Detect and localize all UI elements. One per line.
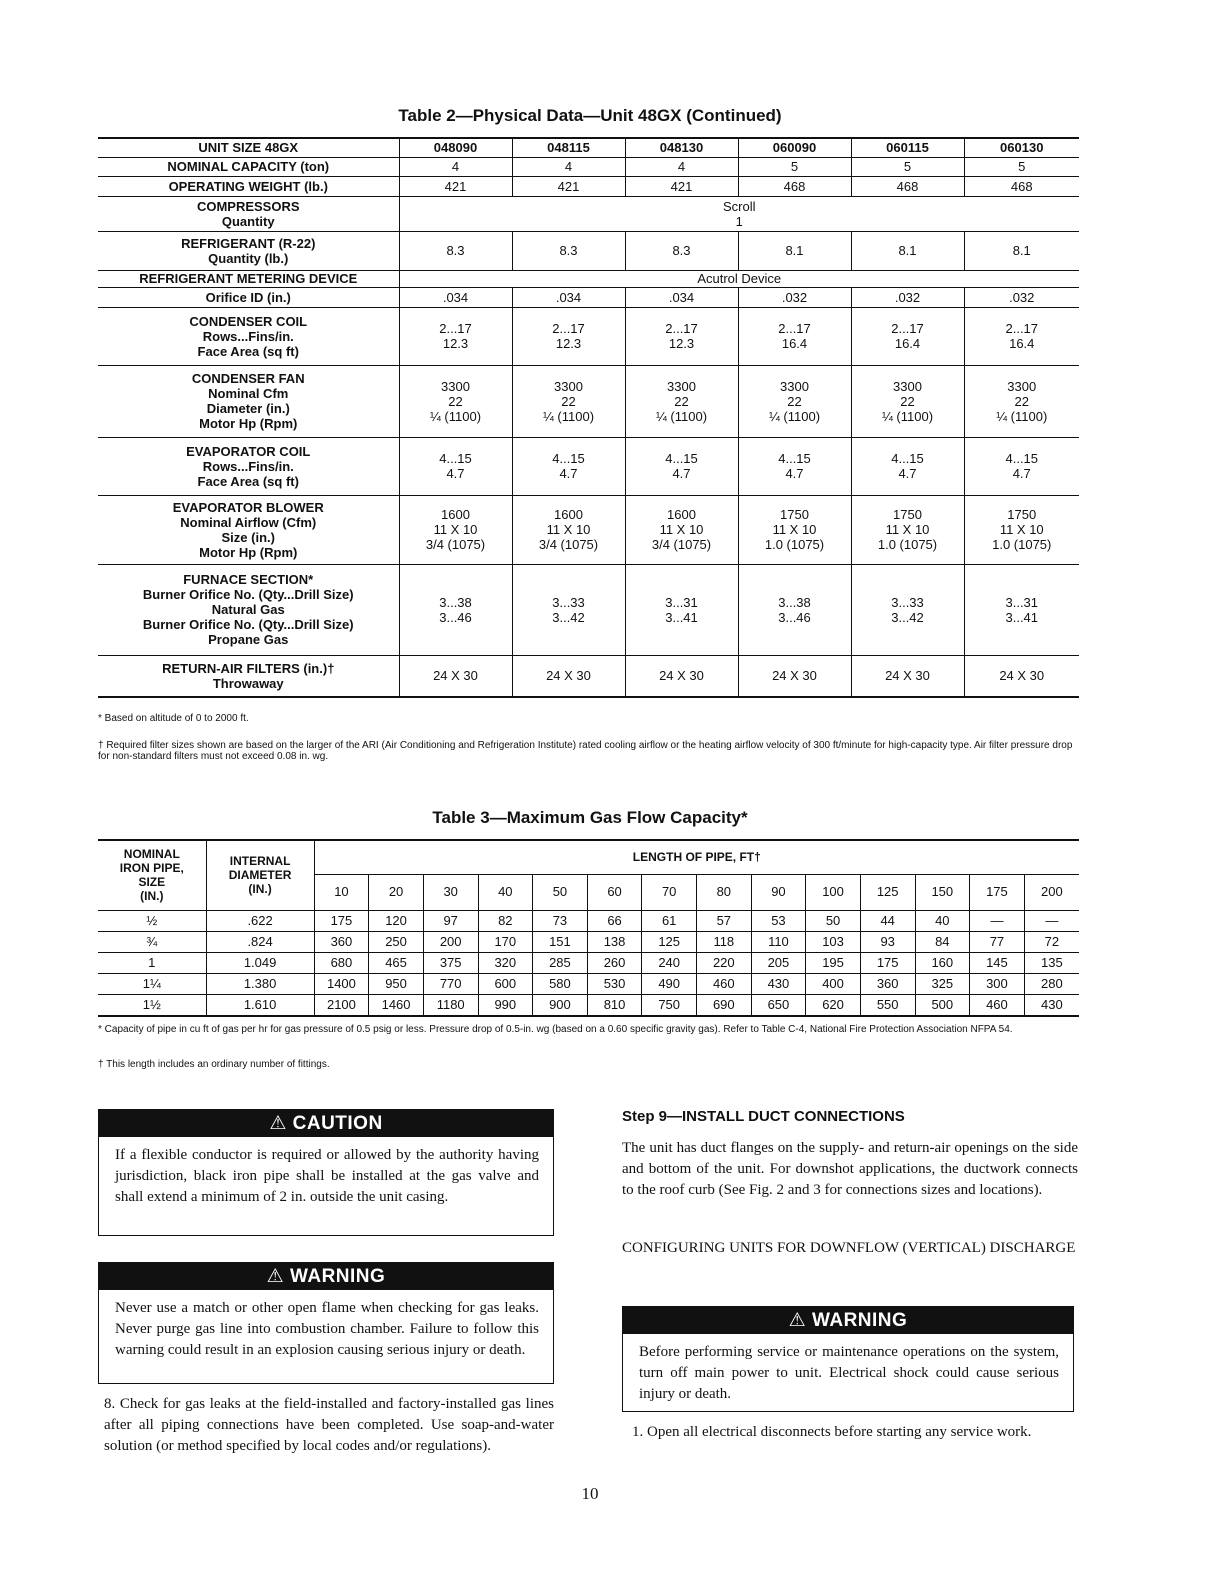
table2-cell: .034 <box>512 287 625 307</box>
table2-row <box>98 196 1079 231</box>
table3-cell: 430 <box>751 973 806 994</box>
table3-length-cell: 60 <box>587 874 642 910</box>
table3-cell: 205 <box>751 952 806 973</box>
table3-diameter-cell: .824 <box>206 931 314 952</box>
table3-cell: 66 <box>587 910 642 931</box>
table3-cell: 82 <box>478 910 533 931</box>
table2-cell: 8.1 <box>964 231 1079 270</box>
table3-cell: 280 <box>1024 973 1079 994</box>
table2-cell: 24 X 30 <box>851 655 964 697</box>
table3-cell: 175 <box>860 952 915 973</box>
table3-cell: 690 <box>697 994 752 1016</box>
table3-size-cell: ¾ <box>98 931 206 952</box>
table2-column-header: 048130 <box>625 138 738 157</box>
table3-cell: 72 <box>1024 931 1079 952</box>
table3-cell: 320 <box>478 952 533 973</box>
table2-cell: 4 <box>512 157 625 176</box>
table3-cell: 375 <box>423 952 478 973</box>
table2-footnote-altitude: * Based on altitude of 0 to 2000 ft. <box>98 713 249 724</box>
table2-cell: 468 <box>738 176 851 196</box>
table3-size-cell: 1 <box>98 952 206 973</box>
table2-row-label: CONDENSER COIL Rows...Fins/in. Face Area (sq ft) <box>98 307 399 365</box>
table2-cell: 5 <box>964 157 1079 176</box>
table2-cell: 8.3 <box>512 231 625 270</box>
table2-column-header: 048090 <box>399 138 512 157</box>
table2-cell: 24 X 30 <box>964 655 1079 697</box>
table3-cell: 770 <box>423 973 478 994</box>
step9-heading: Step 9—INSTALL DUCT CONNECTIONS <box>622 1108 905 1125</box>
table3-cell: 360 <box>314 931 369 952</box>
table3-length-cell: 100 <box>806 874 861 910</box>
table2-footnote-filters: † Required filter sizes shown are based on the larger of the ARI (Air Conditioning and Refrigeration Institute) rated cooling airflow or the heating airflow velocity of 300 ft/minute for high-capacity type. Air filter pressure drop for non-standard filters must not exceed 0.08 in. wg. <box>98 740 1073 762</box>
warning-box-electrical <box>622 1306 1074 1412</box>
table3-cell: 460 <box>697 973 752 994</box>
table2-column-header: 060130 <box>964 138 1079 157</box>
table2-cell: 3...31 3...41 <box>964 564 1079 655</box>
table2-cell: 3300 22 ¼ (1100) <box>964 365 1079 437</box>
table3-cell: 93 <box>860 931 915 952</box>
table3-cell: 125 <box>642 931 697 952</box>
table2-cell: 4...15 4.7 <box>964 437 1079 495</box>
table2-cell: 3300 22 ¼ (1100) <box>738 365 851 437</box>
table2-cell: 2...17 16.4 <box>964 307 1079 365</box>
table3-cell: 103 <box>806 931 861 952</box>
table2-cell: 5 <box>738 157 851 176</box>
table2-cell: 1750 11 X 10 1.0 (1075) <box>964 495 1079 564</box>
step-1-paragraph: 1. Open all electrical disconnects before starting any service work. <box>632 1424 1032 1440</box>
table2-cell: .032 <box>738 287 851 307</box>
table3-length-cell: 150 <box>915 874 970 910</box>
table3-length-cell: 10 <box>314 874 369 910</box>
table2-column-header: 048115 <box>512 138 625 157</box>
warning-box-gas-leak <box>98 1262 554 1384</box>
table2-row-label: EVAPORATOR COIL Rows...Fins/in. Face Area (sq ft) <box>98 437 399 495</box>
table2-row <box>98 365 1079 437</box>
table3-cell: 490 <box>642 973 697 994</box>
table3-cell: — <box>1024 910 1079 931</box>
table3-cell: 175 <box>314 910 369 931</box>
table3-cell: 900 <box>533 994 588 1016</box>
table2-row-label: UNIT SIZE 48GX <box>98 138 399 157</box>
table3-footnote-length: † This length includes an ordinary number of fittings. <box>98 1059 330 1070</box>
table3-title: Table 3—Maximum Gas Flow Capacity* <box>432 808 748 827</box>
table2-row-label: REFRIGERANT (R-22) Quantity (lb.) <box>98 231 399 270</box>
table2-cell: 8.3 <box>399 231 512 270</box>
table2-cell: .034 <box>625 287 738 307</box>
table3-cell: 110 <box>751 931 806 952</box>
table2-cell: 3300 22 ¼ (1100) <box>399 365 512 437</box>
table3-cell: 400 <box>806 973 861 994</box>
table3-header-row <box>98 840 1079 874</box>
table3-cell: 530 <box>587 973 642 994</box>
table3-length-cell: 80 <box>697 874 752 910</box>
caution-box <box>98 1109 554 1236</box>
table2-cell: 8.3 <box>625 231 738 270</box>
table2-row-label: EVAPORATOR BLOWER Nominal Airflow (Cfm) Size (in.) Motor Hp (Rpm) <box>98 495 399 564</box>
table3-cell: 170 <box>478 931 533 952</box>
table3-cell: 465 <box>369 952 424 973</box>
table2-cell: 4...15 4.7 <box>399 437 512 495</box>
table3-length-cell: 20 <box>369 874 424 910</box>
table3-diameter-cell: 1.380 <box>206 973 314 994</box>
table3-cell: 135 <box>1024 952 1079 973</box>
table3-header-pipe-size: NOMINAL IRON PIPE, SIZE (IN.) <box>98 840 206 910</box>
table2-row <box>98 270 1079 287</box>
table2-cell: 3...33 3...42 <box>851 564 964 655</box>
table3-length-cell: 90 <box>751 874 806 910</box>
table2-cell: 4...15 4.7 <box>625 437 738 495</box>
table3-length-cell: 50 <box>533 874 588 910</box>
table3-cell: 77 <box>970 931 1025 952</box>
table2-row-label: CONDENSER FAN Nominal Cfm Diameter (in.) Motor Hp (Rpm) <box>98 365 399 437</box>
table3-cell: 195 <box>806 952 861 973</box>
table2-cell: 3...31 3...41 <box>625 564 738 655</box>
table2-cell: 2...17 12.3 <box>625 307 738 365</box>
table3-footnote-capacity: * Capacity of pipe in cu ft of gas per hr for gas pressure of 0.5 psig or less. Pressure drop of 0.5-in. wg (based on a 0.60 specific gravity gas). Refer to Table C-4, National Fire Protection Association NFPA 54. <box>98 1024 1013 1035</box>
table2-span-cell: Scroll 1 <box>399 196 1079 231</box>
table3-cell: 240 <box>642 952 697 973</box>
table2-cell: 421 <box>625 176 738 196</box>
table3-cell: 61 <box>642 910 697 931</box>
table3-cell: 325 <box>915 973 970 994</box>
table2-cell: 4...15 4.7 <box>512 437 625 495</box>
table3-cell: 44 <box>860 910 915 931</box>
table3-length-cell: 30 <box>423 874 478 910</box>
table2-cell: 3300 22 ¼ (1100) <box>512 365 625 437</box>
table3-cell: 200 <box>423 931 478 952</box>
table3-cell: 260 <box>587 952 642 973</box>
table2-row-label: NOMINAL CAPACITY (ton) <box>98 157 399 176</box>
table3-cell: 1400 <box>314 973 369 994</box>
warning2-text: Before performing service or maintenance operations on the system, turn off main power to unit. Electrical shock could cause serious injury or death. <box>639 1344 1059 1402</box>
table2-column-header: 060090 <box>738 138 851 157</box>
step9-paragraph: The unit has duct flanges on the supply- and return-air openings on the side and bottom of the unit. For downshot applications, the ductwork connects to the roof curb (See Fig. 2 and 3 for connections sizes and locations). <box>622 1140 1078 1198</box>
table2-cell: 421 <box>399 176 512 196</box>
table2-cell: 24 X 30 <box>512 655 625 697</box>
page-number: 10 <box>581 1484 599 1503</box>
table3-gas-flow <box>98 839 1079 1017</box>
table3-cell: 460 <box>970 994 1025 1016</box>
table3-cell: 73 <box>533 910 588 931</box>
table3-cell: 650 <box>751 994 806 1016</box>
table3-cell: 40 <box>915 910 970 931</box>
table3-size-cell: 1¼ <box>98 973 206 994</box>
table2-cell: 1750 11 X 10 1.0 (1075) <box>851 495 964 564</box>
table2-cell: 1600 11 X 10 3/4 (1075) <box>625 495 738 564</box>
warning-heading: ⚠ WARNING <box>99 1263 553 1290</box>
table3-row <box>98 910 1079 931</box>
warning-text: Never use a match or other open flame when checking for gas leaks. Never purge gas line into combustion chamber. Failure to follow this warning could result in an explosion causing serious injury or death. <box>115 1300 539 1358</box>
table3-cell: 53 <box>751 910 806 931</box>
table3-row <box>98 973 1079 994</box>
table2-cell: 3...38 3...46 <box>738 564 851 655</box>
table3-length-cell: 200 <box>1024 874 1079 910</box>
table2-column-header: 060115 <box>851 138 964 157</box>
table2-cell: 3...38 3...46 <box>399 564 512 655</box>
table3-cell: 120 <box>369 910 424 931</box>
table2-cell: 1750 11 X 10 1.0 (1075) <box>738 495 851 564</box>
caution-heading: ⚠ CAUTION <box>99 1110 553 1137</box>
table3-cell: 620 <box>806 994 861 1016</box>
table2-row-label: REFRIGERANT METERING DEVICE <box>98 270 399 287</box>
table2-cell: 8.1 <box>738 231 851 270</box>
table2-row-label: FURNACE SECTION* Burner Orifice No. (Qty...Drill Size) Natural Gas Burner Orifice No. (Qty...Drill Size) Propane Gas <box>98 564 399 655</box>
table2-row <box>98 287 1079 307</box>
table2-cell: 4...15 4.7 <box>738 437 851 495</box>
table3-cell: 500 <box>915 994 970 1016</box>
table2-cell: 24 X 30 <box>399 655 512 697</box>
table2-cell: 2...17 12.3 <box>512 307 625 365</box>
step-8-paragraph: 8. Check for gas leaks at the field-installed and factory-installed gas lines after all piping connections have been completed. Use soap-and-water solution (or method specified by local codes and/or regulations). <box>104 1396 554 1454</box>
table3-cell: 145 <box>970 952 1025 973</box>
table3-cell: 1460 <box>369 994 424 1016</box>
table2-cell: 5 <box>851 157 964 176</box>
table2-row <box>98 138 1079 157</box>
table3-header-diameter: INTERNAL DIAMETER (IN.) <box>206 840 314 910</box>
table3-cell: 430 <box>1024 994 1079 1016</box>
table3-cell: 50 <box>806 910 861 931</box>
table3-cell: 118 <box>697 931 752 952</box>
caution-text: If a flexible conductor is required or allowed by the authority having jurisdiction, black iron pipe shall be installed at the gas valve and shall extend a minimum of 2 in. outside the unit casing. <box>115 1147 539 1205</box>
table3-cell: 810 <box>587 994 642 1016</box>
table2-row-label: OPERATING WEIGHT (lb.) <box>98 176 399 196</box>
step9-subheading: CONFIGURING UNITS FOR DOWNFLOW (VERTICAL) DISCHARGE <box>622 1240 1076 1256</box>
table3-length-cell: 70 <box>642 874 697 910</box>
table2-cell: 468 <box>851 176 964 196</box>
table2-cell: 2...17 16.4 <box>738 307 851 365</box>
table2-row <box>98 437 1079 495</box>
table3-cell: 97 <box>423 910 478 931</box>
table3-length-cell: 175 <box>970 874 1025 910</box>
table3-cell: 580 <box>533 973 588 994</box>
table2-row <box>98 157 1079 176</box>
table2-cell: 1600 11 X 10 3/4 (1075) <box>399 495 512 564</box>
table2-row <box>98 495 1079 564</box>
table3-cell: 360 <box>860 973 915 994</box>
table2-row <box>98 176 1079 196</box>
table2-row-label: COMPRESSORS Quantity <box>98 196 399 231</box>
table3-size-cell: 1½ <box>98 994 206 1016</box>
table2-cell: 1600 11 X 10 3/4 (1075) <box>512 495 625 564</box>
table3-row <box>98 931 1079 952</box>
table2-cell: .034 <box>399 287 512 307</box>
table3-diameter-cell: 1.610 <box>206 994 314 1016</box>
table3-cell: 990 <box>478 994 533 1016</box>
table3-cell: 138 <box>587 931 642 952</box>
table3-row <box>98 952 1079 973</box>
table2-cell: 4 <box>399 157 512 176</box>
table2-cell: 4 <box>625 157 738 176</box>
table3-cell: 84 <box>915 931 970 952</box>
table2-cell: 24 X 30 <box>738 655 851 697</box>
table2-span-cell: Acutrol Device <box>399 270 1079 287</box>
table2-row <box>98 564 1079 655</box>
table2-physical-data <box>98 137 1079 698</box>
table2-row <box>98 307 1079 365</box>
table2-cell: 421 <box>512 176 625 196</box>
table2-cell: .032 <box>964 287 1079 307</box>
table2-title: Table 2—Physical Data—Unit 48GX (Continued) <box>398 106 782 125</box>
table3-cell: 285 <box>533 952 588 973</box>
table3-length-cell: 40 <box>478 874 533 910</box>
table3-cell: 250 <box>369 931 424 952</box>
table3-row <box>98 994 1079 1016</box>
table3-cell: 160 <box>915 952 970 973</box>
table3-cell: 57 <box>697 910 752 931</box>
table3-cell: 950 <box>369 973 424 994</box>
table3-cell: 600 <box>478 973 533 994</box>
table2-cell: 468 <box>964 176 1079 196</box>
table3-cell: 220 <box>697 952 752 973</box>
table3-cell: — <box>970 910 1025 931</box>
table2-cell: 3300 22 ¼ (1100) <box>851 365 964 437</box>
table2-row <box>98 231 1079 270</box>
table3-diameter-cell: .622 <box>206 910 314 931</box>
table2-cell: 24 X 30 <box>625 655 738 697</box>
table3-cell: 2100 <box>314 994 369 1016</box>
table3-header-length: LENGTH OF PIPE, FT† <box>314 840 1079 874</box>
table2-cell: 2...17 12.3 <box>399 307 512 365</box>
table3-cell: 151 <box>533 931 588 952</box>
warning2-heading: ⚠ WARNING <box>623 1307 1073 1334</box>
table3-length-cell: 125 <box>860 874 915 910</box>
table2-row-label: RETURN-AIR FILTERS (in.)† Throwaway <box>98 655 399 697</box>
table2-cell: 3300 22 ¼ (1100) <box>625 365 738 437</box>
table3-cell: 680 <box>314 952 369 973</box>
table3-cell: 750 <box>642 994 697 1016</box>
table2-cell: 4...15 4.7 <box>851 437 964 495</box>
table2-cell: 2...17 16.4 <box>851 307 964 365</box>
table2-row-label: Orifice ID (in.) <box>98 287 399 307</box>
table2-cell: 8.1 <box>851 231 964 270</box>
table3-cell: 1180 <box>423 994 478 1016</box>
table3-cell: 550 <box>860 994 915 1016</box>
table2-cell: 3...33 3...42 <box>512 564 625 655</box>
table3-cell: 300 <box>970 973 1025 994</box>
table3-size-cell: ½ <box>98 910 206 931</box>
table2-row <box>98 655 1079 697</box>
table3-diameter-cell: 1.049 <box>206 952 314 973</box>
table2-cell: .032 <box>851 287 964 307</box>
